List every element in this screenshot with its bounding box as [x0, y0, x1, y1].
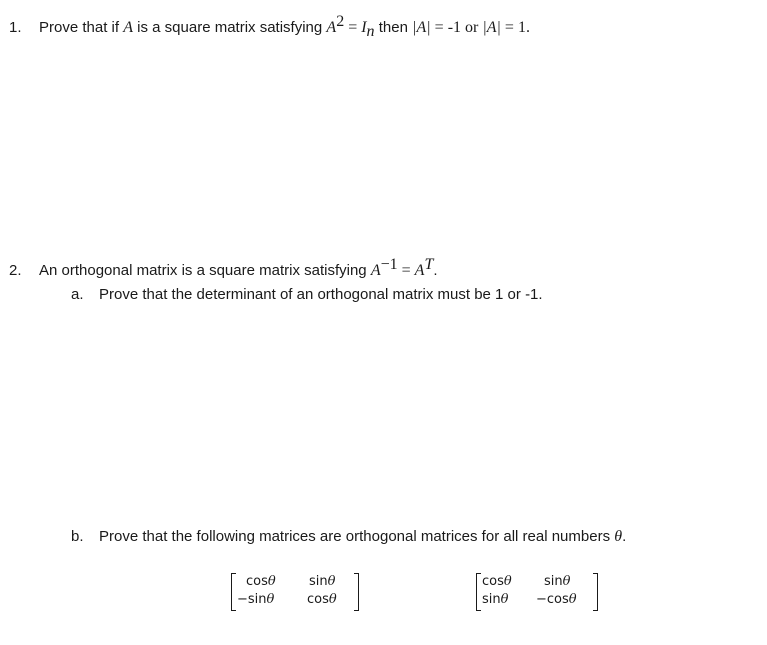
matrix2-cell-r2c1: sinθ — [482, 592, 509, 607]
matrix1-cell-r2c1: −sinθ — [237, 592, 275, 607]
matrix2-cell-r1c1: cosθ — [482, 574, 512, 589]
question-2-part-b — [71, 527, 626, 547]
rotation-matrix — [231, 573, 359, 609]
question-2-text: An orthogonal matrix is a square matrix satisfying $A^{-1} = A^T$. — [39, 256, 438, 279]
matrix1-cell-r1c1: cosθ — [246, 574, 276, 589]
matrix2-cell-r2c2: −cosθ — [536, 592, 577, 607]
left-bracket — [231, 573, 236, 611]
matrix1-cell-r2c2: cosθ — [307, 592, 337, 607]
question-2-part-a — [71, 285, 543, 305]
question-2 — [9, 256, 438, 281]
left-bracket — [476, 573, 481, 611]
matrix1-cell-r1c2: sinθ — [309, 574, 336, 589]
question-2-number: 2. — [9, 262, 22, 279]
part-a-label: a. — [71, 286, 84, 303]
part-a-text: Prove that the determinant of an orthogonal matrix must be 1 or -1. — [99, 286, 543, 303]
reflection-matrix — [476, 573, 598, 609]
question-1-text: Prove that if A is a square matrix satisfying $A^2 = I_n$ then |A| = -1 or |A| = 1. — [39, 13, 530, 40]
question-1-number: 1. — [9, 19, 22, 36]
right-bracket — [593, 573, 598, 611]
question-1 — [9, 13, 530, 40]
part-b-label: b. — [71, 528, 84, 545]
right-bracket — [354, 573, 359, 611]
part-b-text: Prove that the following matrices are orthogonal matrices for all real numbers θ. — [99, 528, 627, 545]
matrix2-cell-r1c2: sinθ — [544, 574, 571, 589]
